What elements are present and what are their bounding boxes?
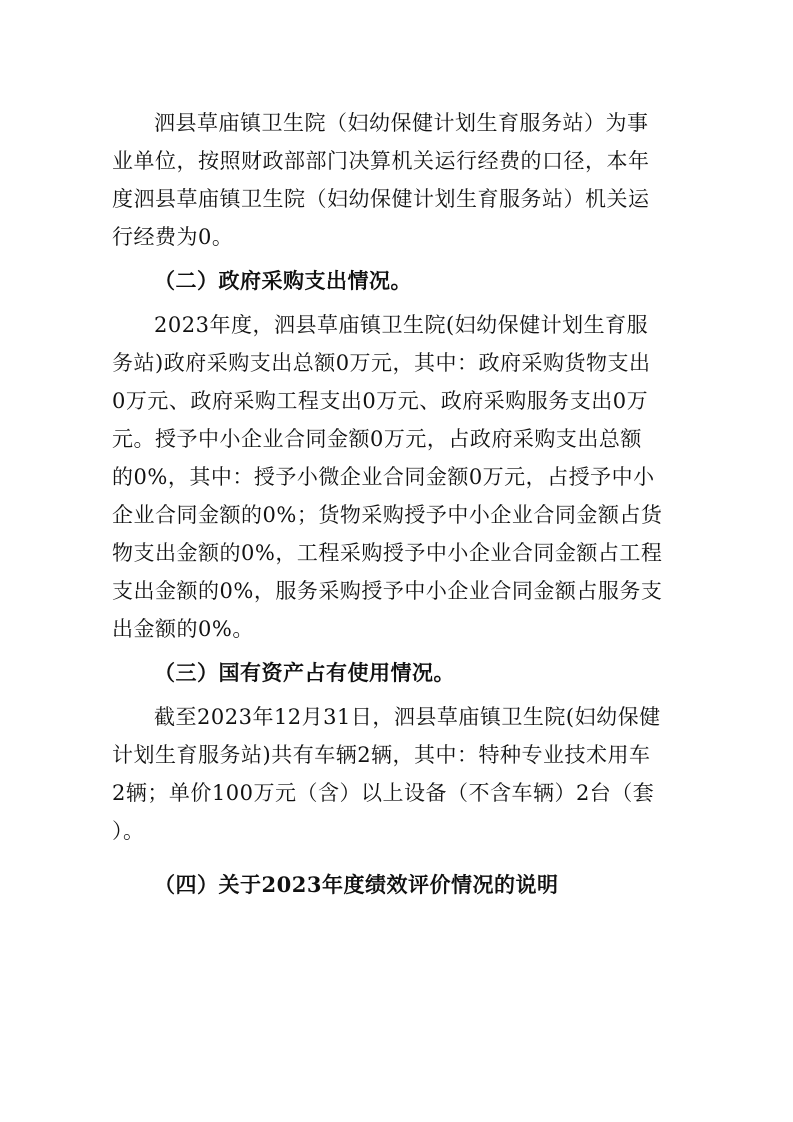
paragraph-government-procurement: 2023年度，泗县草庙镇卫生院(妇幼保健计划生育服 务站)政府采购支出总额0万元，其中：政府采购货物支出 0万元、政府采购工程支出0万元、政府采购服务支出0万 元。授予中小企业合同金额0万元，占政府采购支出总额 的0%，其中：授予小微企业合同金额0万元，占授予中小 企业合同金额的0%；货物采购授予中小企业合同金额占货 物支出金额的0%，工程采购授予中小企业合同金额占工程 支出金额的0%，服务采购授予中小企业合同金额占服务支 出金额的0%。 xyxy=(112,313,663,641)
heading-government-procurement: （二）政府采购支出情况。 xyxy=(154,268,412,293)
spacer xyxy=(112,850,682,860)
paragraph-state-assets: 截至2023年12月31日，泗县草庙镇卫生院(妇幼保健 计划生育服务站)共有车辆2辆，其中：特种专业技术用车 2辆；单价100万元（含）以上设备（不含车辆）2台（套 ）。 xyxy=(112,705,661,843)
heading-performance-evaluation: （四）关于2023年度绩效评价情况的说明 xyxy=(154,872,559,897)
paragraph-operating-expenses: 泗县草庙镇卫生院（妇幼保健计划生育服务站）为事 业单位，按照财政部部门决算机关运行经费的口径，本年 度泗县草庙镇卫生院（妇幼保健计划生育服务站）机关运 行经费为0。 xyxy=(112,111,650,249)
document-page xyxy=(112,104,682,910)
heading-state-assets: （三）国有资产占有使用情况。 xyxy=(154,660,455,685)
